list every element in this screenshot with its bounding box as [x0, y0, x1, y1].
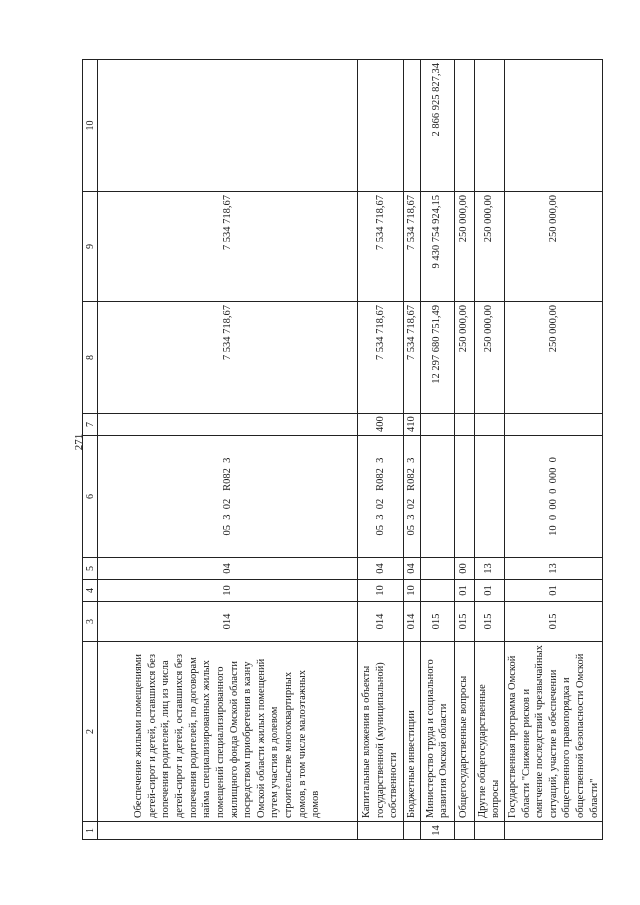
subsection-code-cell: 04 — [358, 558, 404, 580]
target-article-cell — [454, 436, 474, 558]
header-cell-4: 4 — [83, 580, 98, 602]
section-code-cell: 10 — [404, 580, 421, 602]
amount-cell-2 — [98, 60, 358, 192]
table-row — [404, 60, 421, 840]
ministry-code-cell: 015 — [474, 602, 504, 642]
subsection-code-cell: 04 — [98, 558, 358, 580]
expense-type-cell — [420, 414, 454, 436]
section-code-cell: 01 — [454, 580, 474, 602]
table-row — [358, 60, 404, 840]
amount-cell: 7 534 718,67 — [98, 192, 358, 302]
amount-cell: 250 000,00 — [504, 192, 602, 302]
amount-cell-2: 2 866 925 827,34 — [420, 60, 454, 192]
header-cell-1: 1 — [83, 822, 98, 840]
target-article-cell: 05 3 02 R082 3 — [98, 436, 358, 558]
row-number-cell — [358, 822, 404, 840]
item-name-cell: Бюджетные инвестиции — [404, 642, 421, 822]
amount-cell: 7 534 718,67 — [404, 192, 421, 302]
row-number-cell — [454, 822, 474, 840]
total-amount-cell: 250 000,00 — [454, 302, 474, 414]
header-cell-5: 5 — [83, 558, 98, 580]
expense-type-cell — [504, 414, 602, 436]
target-article-cell — [474, 436, 504, 558]
row-number-cell — [98, 822, 358, 840]
expense-type-cell — [98, 414, 358, 436]
total-amount-cell: 7 534 718,67 — [404, 302, 421, 414]
subsection-code-cell: 00 — [454, 558, 474, 580]
header-cell-10: 10 — [83, 60, 98, 192]
item-name-cell: Общегосударственные вопросы — [454, 642, 474, 822]
header-cell-9: 9 — [83, 192, 98, 302]
subsection-code-cell: 04 — [404, 558, 421, 580]
expense-type-cell: 400 — [358, 414, 404, 436]
section-code-cell: 10 — [98, 580, 358, 602]
table-body — [83, 60, 603, 840]
item-name-cell: Другие общегосударственные вопросы — [474, 642, 504, 822]
row-number-cell — [474, 822, 504, 840]
ministry-code-cell: 014 — [98, 602, 358, 642]
amount-cell: 250 000,00 — [474, 192, 504, 302]
section-code-cell — [420, 580, 454, 602]
section-code-cell: 10 — [358, 580, 404, 602]
subsection-code-cell — [420, 558, 454, 580]
amount-cell: 7 534 718,67 — [358, 192, 404, 302]
subsection-code-cell: 13 — [504, 558, 602, 580]
amount-cell-2 — [358, 60, 404, 192]
amount-cell-2 — [404, 60, 421, 192]
expense-type-cell — [474, 414, 504, 436]
amount-cell-2 — [474, 60, 504, 192]
ministry-code-cell: 015 — [504, 602, 602, 642]
ministry-code-cell: 014 — [404, 602, 421, 642]
total-amount-cell: 12 297 680 751,49 — [420, 302, 454, 414]
target-article-cell: 05 3 02 R082 3 — [358, 436, 404, 558]
ministry-code-cell: 015 — [420, 602, 454, 642]
total-amount-cell: 7 534 718,67 — [98, 302, 358, 414]
ministry-code-cell: 014 — [358, 602, 404, 642]
page-number: 271 — [73, 433, 85, 451]
ministry-code-cell: 015 — [454, 602, 474, 642]
amount-cell-2 — [504, 60, 602, 192]
subsection-code-cell: 13 — [474, 558, 504, 580]
header-cell-8: 8 — [83, 302, 98, 414]
row-number-cell: 14 — [420, 822, 454, 840]
rotated-table-container — [82, 60, 600, 840]
table-row — [504, 60, 602, 840]
total-amount-cell: 7 534 718,67 — [358, 302, 404, 414]
table-row — [420, 60, 454, 840]
table-row — [454, 60, 474, 840]
target-article-cell: 05 3 02 R082 3 — [404, 436, 421, 558]
item-name-cell: Капитальные вложения в объекты государственной (муниципальной) собственности — [358, 642, 404, 822]
amount-cell: 9 430 754 924,15 — [420, 192, 454, 302]
budget-table — [82, 59, 603, 840]
item-name-cell: Обеспечение жилыми помещениями детей-сирот и детей, оставшихся без попечения родителей, лиц из числа детей-сирот и детей, оставшихся без попечения родителей, по договорам найма специализированных жилых помещений специализированного жилищного фонда Омской области посредством приобретения в казну Омской области жилых помещений путем участия в долевом строительстве многоквартирных домов, в том числе малоэтажных домов — [98, 642, 358, 822]
section-code-cell: 01 — [504, 580, 602, 602]
amount-cell: 250 000,00 — [454, 192, 474, 302]
target-article-cell: 10 0 00 0 000 0 — [504, 436, 602, 558]
expense-type-cell: 410 — [404, 414, 421, 436]
total-amount-cell: 250 000,00 — [504, 302, 602, 414]
total-amount-cell: 250 000,00 — [474, 302, 504, 414]
header-cell-7: 7 — [83, 414, 98, 436]
amount-cell-2 — [454, 60, 474, 192]
header-cell-3: 3 — [83, 602, 98, 642]
row-number-cell — [404, 822, 421, 840]
item-name-cell: Государственная программа Омской области "Снижение рисков и смягчение последствий чрезвычайных ситуаций, участие в обеспечении общественного правопорядка и общественной безопасности Омской области" — [504, 642, 602, 822]
column-number-row — [83, 60, 98, 840]
row-number-cell — [504, 822, 602, 840]
table-row — [98, 60, 358, 840]
header-cell-6: 6 — [83, 436, 98, 558]
expense-type-cell — [454, 414, 474, 436]
table-row — [474, 60, 504, 840]
item-name-cell: Министерство труда и социального развития Омской области — [420, 642, 454, 822]
target-article-cell — [420, 436, 454, 558]
section-code-cell: 01 — [474, 580, 504, 602]
header-cell-2: 2 — [83, 642, 98, 822]
